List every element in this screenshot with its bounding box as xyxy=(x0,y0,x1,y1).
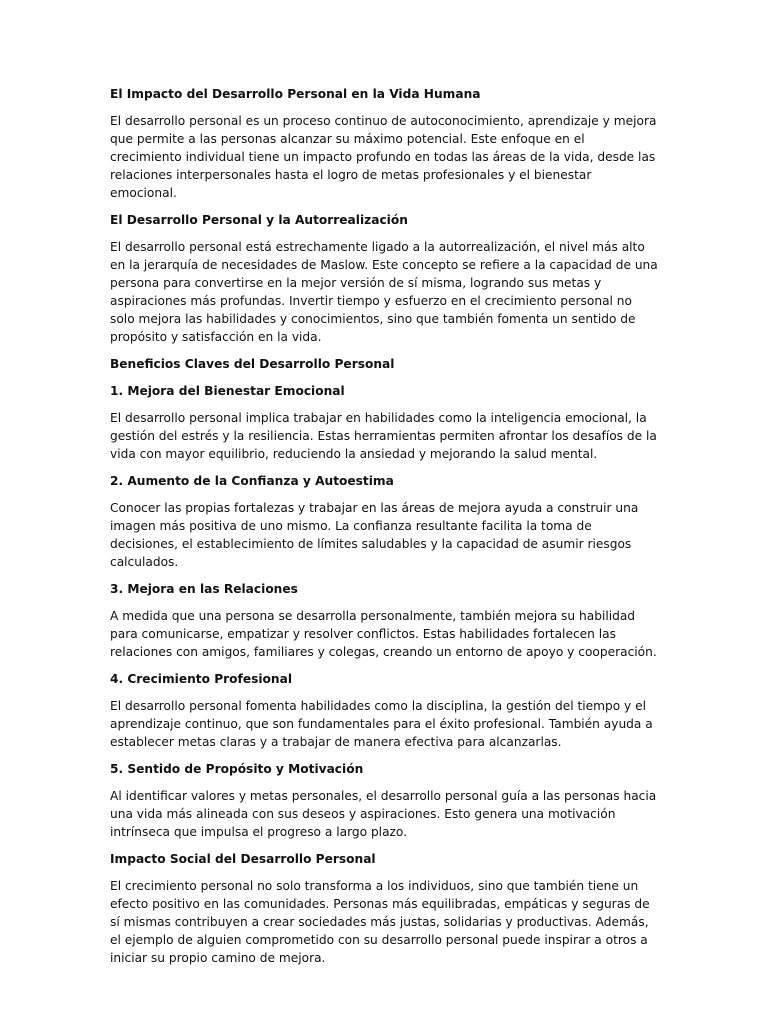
relaciones-paragraph: A medida que una persona se desarrolla personalmente, también mejora su habilidad para comunicarse, empatizar y resolver conflictos. Estas habilidades fortalecen las relaciones con amigos, familiares y colegas, creando un entorno de apoyo y cooperación. xyxy=(110,609,657,659)
subheading-profesional: 4. Crecimiento Profesional xyxy=(110,672,293,686)
document-title: El Impacto del Desarrollo Personal en la Vida Humana xyxy=(110,87,481,101)
subheading-relaciones: 3. Mejora en las Relaciones xyxy=(110,582,298,596)
subheading-bienestar: 1. Mejora del Bienestar Emocional xyxy=(110,384,345,398)
confianza-paragraph: Conocer las propias fortalezas y trabajar en las áreas de mejora ayuda a construir una imagen más positiva de uno mismo. La confianza resultante facilita la toma de decisiones, el establecimiento de límites saludables y la capacidad de asumir riesgos calculados. xyxy=(110,501,639,569)
impacto-social-paragraph: El crecimiento personal no solo transforma a los individuos, sino que también tiene un efecto positivo en las comunidades. Personas más equilibradas, empáticas y seguras de sí mismas contribuyen a crear sociedades más justas, solidarias y productivas. Además, el ejemplo de alguien comprometido con su desarrollo personal puede inspirar a otros a iniciar su propio camino de mejora. xyxy=(110,879,650,965)
section-heading-beneficios: Beneficios Claves del Desarrollo Personal xyxy=(110,357,395,371)
autorrealizacion-paragraph: El desarrollo personal está estrechamente ligado a la autorrealización, el nivel más alto en la jerarquía de necesidades de Maslow. Este concepto se refiere a la capacidad de una persona para convertirse en la mejor versión de sí misma, logrando sus metas y aspiraciones más profundas. Invertir tiempo y esfuerzo en el crecimiento personal no solo mejora las habilidades y conocimientos, sino que también fomenta un sentido de propósito y satisfacción en la vida. xyxy=(110,240,658,344)
section-heading-impacto-social: Impacto Social del Desarrollo Personal xyxy=(110,852,376,866)
intro-paragraph: El desarrollo personal es un proceso continuo de autoconocimiento, aprendizaje y mejora que permite a las personas alcanzar su máximo potencial. Este enfoque en el crecimiento individual tiene un impacto profundo en todas las áreas de la vida, desde las relaciones interpersonales hasta el logro de metas profesionales y el bienestar emocional. xyxy=(110,114,657,200)
bienestar-paragraph: El desarrollo personal implica trabajar en habilidades como la inteligencia emocional, la gestión del estrés y la resiliencia. Estas herramientas permiten afrontar los desafíos de la vida con mayor equilibrio, reduciendo la ansiedad y mejorando la salud mental. xyxy=(110,411,657,461)
profesional-paragraph: El desarrollo personal fomenta habilidades como la disciplina, la gestión del tiempo y el aprendizaje continuo, que son fundamentales para el éxito profesional. También ayuda a establecer metas claras y a trabajar de manera efectiva para alcanzarlas. xyxy=(110,699,653,749)
section-heading-autorrealizacion: El Desarrollo Personal y la Autorrealización xyxy=(110,213,408,227)
subheading-confianza: 2. Aumento de la Confianza y Autoestima xyxy=(110,474,394,488)
subheading-proposito: 5. Sentido de Propósito y Motivación xyxy=(110,762,364,776)
document-page xyxy=(110,85,660,976)
proposito-paragraph: Al identificar valores y metas personales, el desarrollo personal guía a las personas hacia una vida más alineada con sus deseos y aspiraciones. Esto genera una motivación intrínseca que impulsa el progreso a largo plazo. xyxy=(110,789,657,839)
